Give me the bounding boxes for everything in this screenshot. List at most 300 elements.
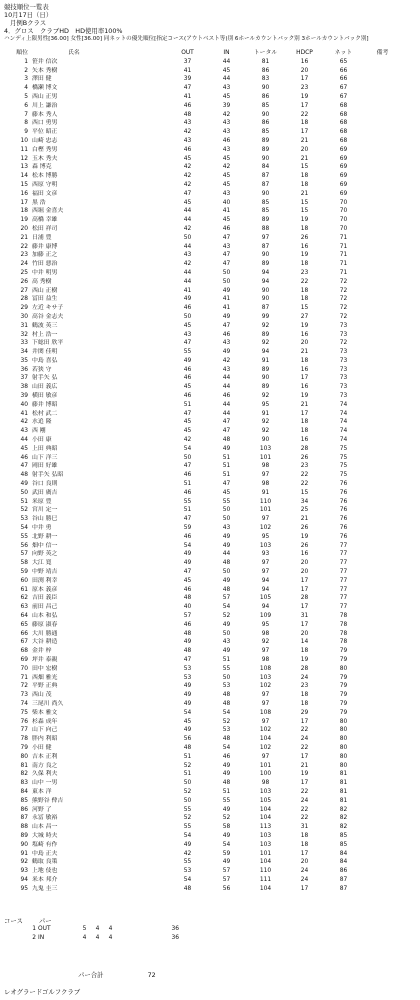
cell-total: 88: [261, 225, 270, 232]
cell-name: 高谷 金志夫: [32, 313, 64, 320]
cell-in: 52: [222, 815, 231, 822]
table-row: [6, 119, 402, 128]
cell-note: [363, 304, 402, 313]
cell-hdcp: 17: [300, 621, 309, 628]
cell-hdcp: 18: [300, 700, 309, 707]
table-row: [6, 251, 402, 260]
cell-out: 45: [183, 199, 192, 206]
cell-note: [363, 770, 402, 779]
cell-rank: 84: [20, 788, 28, 795]
cell-total: 90: [261, 155, 270, 162]
cell-hdcp: 15: [300, 305, 309, 312]
cell-total: 103: [259, 788, 272, 795]
table-row: [6, 401, 402, 410]
cell-note: [363, 93, 402, 102]
cell-in: 55: [222, 797, 231, 804]
table-row: [6, 480, 402, 489]
cell-in: 49: [222, 806, 231, 813]
cell-out: 55: [183, 349, 192, 356]
cell-note: [363, 480, 402, 489]
cell-in: 44: [222, 384, 231, 391]
cell-name: 谷口 良則: [32, 481, 58, 488]
cell-name: 中島 正夫: [32, 850, 58, 857]
cell-note: [363, 559, 402, 568]
cell-net: 81: [339, 788, 348, 795]
cell-out: 44: [183, 243, 192, 250]
cell-total: 85: [261, 199, 270, 206]
cell-rank: 70: [20, 665, 28, 672]
cell-rank: 90: [20, 841, 28, 848]
cell-out: 49: [183, 296, 192, 303]
table-row: [6, 269, 402, 278]
cell-rank: 49: [20, 481, 28, 488]
cell-out: 51: [183, 507, 192, 514]
cell-hdcp: 19: [300, 771, 309, 778]
cell-net: 84: [339, 850, 348, 857]
cell-total: 103: [259, 832, 272, 839]
cell-total: 104: [259, 806, 272, 813]
cell-note: [363, 603, 402, 612]
cell-note: [363, 339, 402, 348]
col-total: トータル: [253, 50, 278, 56]
cell-note: [363, 401, 402, 410]
cell-name: 原本 義彦: [32, 586, 58, 593]
cell-rank: 44: [20, 437, 28, 444]
cell-name: 東本 洋: [32, 788, 52, 795]
cell-net: 80: [339, 727, 348, 734]
cell-net: 77: [339, 604, 348, 611]
table-row: [6, 128, 402, 137]
cell-total: 108: [259, 709, 272, 716]
cell-total: 85: [261, 208, 270, 215]
cell-hdcp: 19: [300, 252, 309, 259]
table-row: [6, 841, 402, 850]
cell-total: 81: [261, 58, 270, 65]
table-row: [6, 225, 402, 234]
col-out: OUT: [181, 50, 194, 56]
cell-out: 47: [183, 410, 192, 417]
cell-hdcp: 17: [300, 410, 309, 417]
cell-total: 104: [259, 815, 272, 822]
cell-note: [363, 498, 402, 507]
cell-out: 53: [183, 665, 192, 672]
table-row: [6, 374, 402, 383]
course-par-table: [26, 925, 179, 942]
cell-note: [363, 75, 402, 84]
cell-in: 44: [222, 76, 231, 83]
cell-hdcp: 22: [300, 481, 309, 488]
cell-total: 94: [261, 349, 270, 356]
cell-net: 74: [339, 437, 348, 444]
cell-in: 57: [222, 868, 231, 875]
cell-rank: 41: [20, 410, 28, 417]
cell-out: 48: [183, 595, 192, 602]
cell-total: 89: [261, 384, 270, 391]
cell-in: 51: [222, 656, 231, 663]
cell-note: [363, 858, 402, 867]
table-row: [6, 718, 402, 727]
cell-name: 西山 正樹: [32, 287, 58, 294]
cell-net: 75: [339, 463, 348, 470]
cell-net: 77: [339, 577, 348, 584]
cell-note: [363, 392, 402, 401]
cell-total: 92: [261, 428, 270, 435]
cell-hdcp: 26: [300, 542, 309, 549]
cell-total: 87: [261, 173, 270, 180]
cell-name: 山本 和弘: [32, 613, 58, 619]
cell-out: 55: [183, 824, 192, 831]
cell-rank: 91: [20, 850, 28, 857]
cell-hdcp: 16: [300, 384, 309, 391]
cell-out: 47: [183, 340, 192, 347]
cell-total: 102: [259, 727, 272, 734]
cell-in: 46: [222, 331, 231, 338]
col-net: ネット: [334, 50, 353, 56]
cell-rank: 31: [20, 322, 28, 329]
event-date: 10月17日（日）: [4, 11, 53, 19]
cell-rank: 79: [20, 744, 28, 751]
cell-net: 71: [339, 261, 348, 268]
table-row: [6, 630, 402, 639]
cell-total: 103: [259, 841, 272, 848]
cell-rank: 29: [20, 305, 28, 312]
cell-name: 大江 寛: [32, 560, 52, 567]
cell-note: [363, 471, 402, 480]
cell-total: 97: [261, 516, 270, 523]
cell-name: 岡田 好雄: [32, 463, 58, 470]
cell-name: 藤本 秀人: [32, 111, 58, 118]
cell-net: 77: [339, 560, 348, 567]
cell-out: 42: [183, 225, 192, 232]
cell-in: 43: [222, 146, 231, 153]
table-row: [6, 515, 402, 524]
cell-total: 94: [261, 269, 270, 276]
cell-net: 86: [339, 868, 348, 875]
cell-rank: 89: [20, 832, 28, 839]
cell-net: 70: [339, 217, 348, 224]
cell-note: [363, 533, 402, 542]
cell-total: 97: [261, 692, 270, 699]
cell-name: 谷山 勝巳: [32, 516, 58, 523]
cell-net: 77: [339, 551, 348, 558]
cell-note: [363, 797, 402, 806]
cell-rank: 17: [20, 199, 28, 206]
cell-in: 48: [222, 692, 231, 699]
cell-out: 44: [183, 208, 192, 215]
cell-out: 42: [183, 181, 192, 188]
cell-in: 46: [222, 393, 231, 400]
cell-net: 77: [339, 586, 348, 593]
cell-note: [363, 234, 402, 243]
cell-total: 91: [261, 357, 270, 364]
cell-note: [363, 577, 402, 586]
cell-note: [363, 260, 402, 269]
cell-rank: 76: [20, 718, 28, 725]
cell-total: 91: [261, 489, 270, 496]
cell-rank: 9: [24, 129, 28, 136]
cell-hdcp: 20: [300, 146, 309, 153]
cell-rank: 20: [20, 225, 28, 232]
cell-net: 72: [339, 296, 348, 303]
cell-out: 50: [183, 797, 192, 804]
cell-hdcp: 21: [300, 155, 309, 162]
cell-net: 66: [339, 76, 348, 83]
cell-in: 51: [222, 788, 231, 795]
cell-name: 黒 浩: [32, 199, 46, 206]
cell-out: 55: [183, 498, 192, 505]
cell-rank: 75: [20, 709, 28, 716]
cell-note: [363, 410, 402, 419]
cell-hdcp: 25: [300, 507, 309, 514]
cell-in: 49: [222, 313, 231, 320]
cell-net: 74: [339, 419, 348, 426]
document-title: 競技順位一覧表: [4, 3, 49, 11]
cell-name: 水追 隆: [32, 419, 52, 426]
cell-total: 89: [261, 137, 270, 144]
cell-in: 48: [222, 700, 231, 707]
cell-rank: 14: [20, 173, 28, 180]
cell-name: 大谷 耕造: [32, 639, 58, 646]
cell-note: [363, 199, 402, 208]
cell-out: 56: [183, 736, 192, 743]
table-row: [6, 691, 402, 700]
cell-hdcp: 20: [300, 859, 309, 866]
cell-hdcp: 17: [300, 76, 309, 83]
table-row: [6, 797, 402, 806]
cell-rank: 37: [20, 375, 28, 382]
cell-in: 51: [222, 454, 231, 461]
cell-net: 70: [339, 208, 348, 215]
cell-total: 92: [261, 639, 270, 646]
hole-par: 4: [95, 934, 100, 941]
cell-in: 47: [222, 322, 231, 329]
cell-net: 73: [339, 349, 348, 356]
cell-name: 西原 守明: [32, 181, 58, 188]
cell-in: 40: [222, 199, 231, 206]
table-row: [6, 155, 402, 164]
cell-note: [363, 436, 402, 445]
cell-name: 三尾川 尚久: [32, 700, 64, 707]
cell-total: 97: [261, 569, 270, 576]
cell-hdcp: 31: [300, 613, 309, 619]
table-row: [6, 383, 402, 392]
cell-note: [363, 128, 402, 137]
cell-total: 103: [259, 674, 272, 681]
cell-total: 89: [261, 217, 270, 224]
cell-hdcp: 18: [300, 648, 309, 655]
table-row: [6, 339, 402, 348]
cell-out: 46: [183, 305, 192, 312]
cell-net: 78: [339, 621, 348, 628]
cell-note: [363, 111, 402, 120]
course-label: コース: [4, 917, 23, 925]
cell-out: 49: [183, 639, 192, 646]
table-row: [6, 814, 402, 823]
par-label: パー: [38, 917, 52, 925]
cell-out: 54: [183, 876, 192, 883]
cell-out: 48: [183, 630, 192, 637]
cell-out: 50: [183, 313, 192, 320]
cell-in: 45: [222, 489, 231, 496]
cell-net: 73: [339, 331, 348, 338]
cell-name: 西 剛: [32, 428, 46, 435]
table-row: [6, 287, 402, 296]
cell-note: [363, 876, 402, 885]
cell-net: 74: [339, 401, 348, 408]
cell-total: 90: [261, 190, 270, 197]
cell-note: [363, 550, 402, 559]
cell-out: 42: [183, 173, 192, 180]
cell-hdcp: 15: [300, 199, 309, 206]
table-row: [6, 832, 402, 841]
cell-hdcp: 23: [300, 269, 309, 276]
table-row: [6, 67, 402, 76]
cell-hdcp: 18: [300, 419, 309, 426]
cell-total: 101: [259, 850, 272, 857]
table-row: [6, 550, 402, 559]
cell-name: 西口 勇男: [32, 120, 58, 127]
cell-in: 49: [222, 762, 231, 769]
cell-net: 75: [339, 454, 348, 461]
table-row: [6, 93, 402, 102]
cell-in: 41: [222, 208, 231, 215]
cell-rank: 24: [20, 261, 28, 268]
cell-rank: 48: [20, 472, 28, 479]
cell-note: [363, 788, 402, 797]
table-row: [6, 506, 402, 515]
cell-total: 95: [261, 533, 270, 540]
cell-out: 48: [183, 648, 192, 655]
table-row: [6, 102, 402, 111]
cell-note: [363, 251, 402, 260]
table-row: [6, 216, 402, 225]
cell-total: 113: [259, 824, 272, 831]
cell-note: [363, 647, 402, 656]
cell-rank: 72: [20, 683, 28, 690]
cell-out: 49: [183, 560, 192, 567]
cell-in: 47: [222, 261, 231, 268]
table-row: [6, 58, 402, 67]
cell-net: 80: [339, 665, 348, 672]
cell-hdcp: 26: [300, 234, 309, 241]
cell-rank: 67: [20, 639, 28, 646]
table-row: [6, 726, 402, 735]
cell-rank: 36: [20, 366, 28, 373]
table-row: [6, 744, 402, 753]
cell-in: 46: [222, 225, 231, 232]
cell-total: 94: [261, 577, 270, 584]
cell-note: [363, 744, 402, 753]
cell-rank: 80: [20, 753, 28, 760]
cell-in: 48: [222, 586, 231, 593]
cell-hdcp: 14: [300, 639, 309, 646]
cell-in: 49: [222, 859, 231, 866]
cell-note: [363, 568, 402, 577]
cell-note: [363, 806, 402, 815]
cell-note: [363, 462, 402, 471]
cell-out: 46: [183, 489, 192, 496]
cell-rank: 81: [20, 762, 28, 769]
cell-total: 104: [259, 859, 272, 866]
cell-out: 45: [183, 384, 192, 391]
cell-rank: 60: [20, 577, 28, 584]
cell-rank: 2: [24, 67, 28, 74]
cell-total: 98: [261, 780, 270, 787]
cell-hdcp: 21: [300, 516, 309, 523]
cell-hdcp: 22: [300, 815, 309, 822]
cell-total: 89: [261, 146, 270, 153]
cell-rank: 95: [20, 885, 28, 892]
cell-name: 若狭 守: [32, 366, 52, 373]
cell-net: 82: [339, 824, 348, 831]
table-row: [6, 594, 402, 603]
cell-hdcp: 29: [300, 709, 309, 716]
cell-hdcp: 22: [300, 278, 309, 285]
cell-out: 43: [183, 120, 192, 127]
cell-out: 49: [183, 727, 192, 734]
cell-name: 田渕 利幸: [32, 577, 58, 584]
cell-name: 高橋 幸雄: [32, 217, 58, 224]
cell-net: 68: [339, 120, 348, 127]
cell-net: 79: [339, 674, 348, 681]
cell-note: [363, 207, 402, 216]
table-row: [6, 348, 402, 357]
cell-out: 51: [183, 401, 192, 408]
cell-in: 48: [222, 736, 231, 743]
cell-rank: 65: [20, 621, 28, 628]
cell-net: 81: [339, 780, 348, 787]
cell-hdcp: 34: [300, 498, 309, 505]
cell-hdcp: 18: [300, 173, 309, 180]
cell-out: 46: [183, 102, 192, 109]
cell-hdcp: 16: [300, 243, 309, 250]
cell-net: 74: [339, 428, 348, 435]
cell-in: 45: [222, 173, 231, 180]
cell-out: 45: [183, 322, 192, 329]
cell-hdcp: 23: [300, 85, 309, 92]
cell-total: 101: [259, 454, 272, 461]
cell-name: 下総田 欣平: [32, 340, 64, 347]
course-no: 1: [32, 926, 36, 933]
cell-hdcp: 16: [300, 366, 309, 373]
cell-note: [363, 137, 402, 146]
cell-hdcp: 20: [300, 67, 309, 74]
cell-net: 73: [339, 357, 348, 364]
cell-name: 中井 勇: [32, 525, 52, 532]
cell-rank: 94: [20, 876, 28, 883]
cell-out: 49: [183, 551, 192, 558]
cell-total: 100: [259, 771, 272, 778]
cell-name: 松村 武二: [32, 410, 58, 417]
cell-note: [363, 313, 402, 322]
cell-hdcp: 18: [300, 120, 309, 127]
cell-net: 71: [339, 234, 348, 241]
cell-net: 77: [339, 569, 348, 576]
cell-in: 49: [222, 542, 231, 549]
cell-hdcp: 18: [300, 692, 309, 699]
cell-rank: 68: [20, 648, 28, 655]
cell-hdcp: 26: [300, 454, 309, 461]
cell-rank: 55: [20, 533, 28, 540]
cell-note: [363, 700, 402, 709]
cell-in: 47: [222, 481, 231, 488]
cell-hdcp: 18: [300, 225, 309, 232]
cell-total: 101: [259, 507, 272, 514]
cell-rank: 8: [24, 120, 28, 127]
cell-net: 76: [339, 533, 348, 540]
cell-name: 小田 健: [32, 744, 52, 751]
cell-note: [363, 718, 402, 727]
